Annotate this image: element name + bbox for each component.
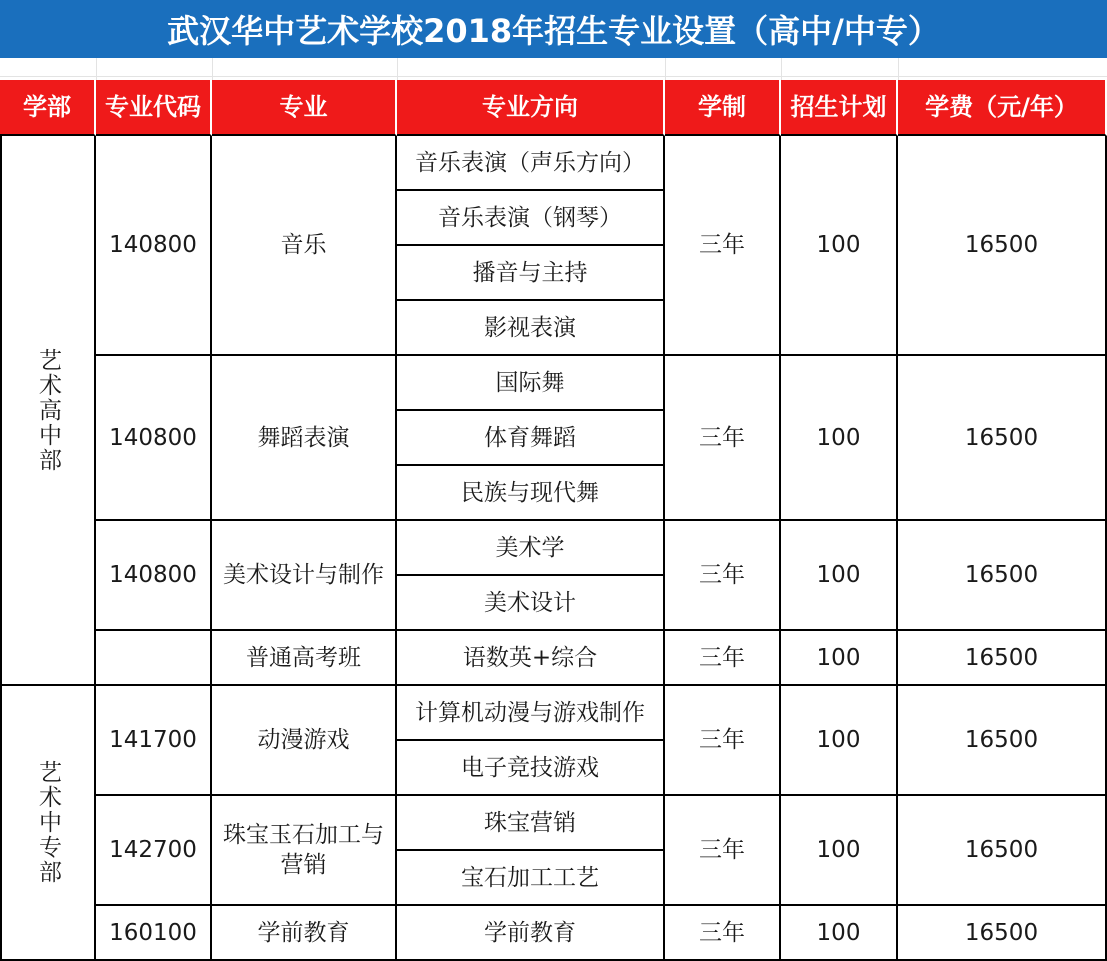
duration-cell: 三年 — [665, 906, 781, 961]
major-direction-cell: 音乐表演（声乐方向） — [397, 136, 665, 191]
major-direction-cell: 珠宝营销 — [397, 796, 665, 851]
department-cell: 艺术中专部 — [0, 686, 96, 961]
tuition-fee-cell: 16500 — [898, 631, 1107, 686]
tuition-fee-cell: 16500 — [898, 906, 1107, 961]
duration-cell: 三年 — [665, 136, 781, 356]
header-cell: 专业方向 — [397, 80, 665, 136]
major-name-cell: 动漫游戏 — [212, 686, 397, 796]
header-cell: 学部 — [0, 80, 96, 136]
major-name-cell: 学前教育 — [212, 906, 397, 961]
major-direction-cell: 体育舞蹈 — [397, 411, 665, 466]
sheet-gridline — [212, 58, 213, 80]
sheet-gridline — [781, 58, 782, 80]
major-name-cell: 普通高考班 — [212, 631, 397, 686]
major-direction-cell: 美术学 — [397, 521, 665, 576]
table-title: 武汉华中艺术学校2018年招生专业设置（高中/中专） — [0, 0, 1107, 58]
sheet-gridline — [665, 58, 666, 80]
major-code-cell: 140800 — [96, 521, 212, 631]
enrollment-plan-cell: 100 — [781, 356, 898, 521]
major-direction-cell: 影视表演 — [397, 301, 665, 356]
major-direction-cell: 美术设计 — [397, 576, 665, 631]
major-name-cell: 舞蹈表演 — [212, 356, 397, 521]
sheet-gridline — [96, 58, 97, 80]
sheet-gridline — [898, 58, 899, 80]
header-cell: 学费（元/年） — [898, 80, 1107, 136]
major-direction-cell: 播音与主持 — [397, 246, 665, 301]
major-direction-cell: 电子竞技游戏 — [397, 741, 665, 796]
enrollment-plan-cell: 100 — [781, 136, 898, 356]
major-code-cell: 141700 — [96, 686, 212, 796]
major-code-cell: 140800 — [96, 136, 212, 356]
tuition-fee-cell: 16500 — [898, 356, 1107, 521]
header-cell: 学制 — [665, 80, 781, 136]
header-cell: 招生计划 — [781, 80, 898, 136]
duration-cell: 三年 — [665, 796, 781, 906]
duration-cell: 三年 — [665, 631, 781, 686]
sheet-gridline — [0, 76, 1107, 77]
duration-cell: 三年 — [665, 356, 781, 521]
enrollment-plan-cell: 100 — [781, 796, 898, 906]
major-code-cell: 142700 — [96, 796, 212, 906]
department-cell: 艺术高中部 — [0, 136, 96, 686]
enrollment-plan-cell: 100 — [781, 686, 898, 796]
major-code-cell: 140800 — [96, 356, 212, 521]
duration-cell: 三年 — [665, 521, 781, 631]
major-code-cell: 160100 — [96, 906, 212, 961]
header-cell: 专业 — [212, 80, 397, 136]
major-direction-cell: 民族与现代舞 — [397, 466, 665, 521]
duration-cell: 三年 — [665, 686, 781, 796]
enrollment-plan-cell: 100 — [781, 631, 898, 686]
major-code-cell — [96, 631, 212, 686]
major-direction-cell: 语数英+综合 — [397, 631, 665, 686]
enrollment-plan-cell: 100 — [781, 906, 898, 961]
major-name-cell: 美术设计与制作 — [212, 521, 397, 631]
major-direction-cell: 国际舞 — [397, 356, 665, 411]
tuition-fee-cell: 16500 — [898, 521, 1107, 631]
major-direction-cell: 计算机动漫与游戏制作 — [397, 686, 665, 741]
major-direction-cell: 学前教育 — [397, 906, 665, 961]
sheet-gridline — [397, 58, 398, 80]
header-cell: 专业代码 — [96, 80, 212, 136]
major-direction-cell: 宝石加工工艺 — [397, 851, 665, 906]
tuition-fee-cell: 16500 — [898, 686, 1107, 796]
major-name-cell: 音乐 — [212, 136, 397, 356]
tuition-fee-cell: 16500 — [898, 136, 1107, 356]
major-name-cell: 珠宝玉石加工与营销 — [212, 796, 397, 906]
tuition-fee-cell: 16500 — [898, 796, 1107, 906]
enrollment-plan-cell: 100 — [781, 521, 898, 631]
major-direction-cell: 音乐表演（钢琴） — [397, 191, 665, 246]
